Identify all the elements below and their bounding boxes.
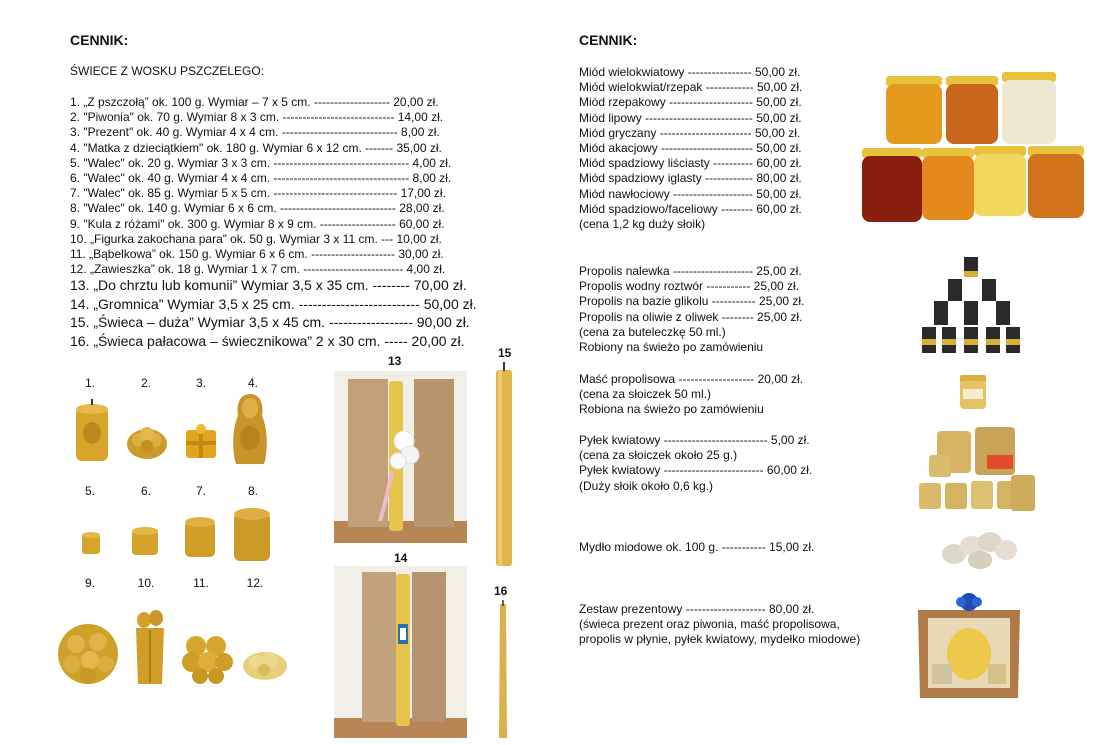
price-line: 13. „Do chrztu lub komunii” Wymiar 3,5 x 35 cm. -------- 70,00 zł.: [70, 277, 467, 293]
candle-bee-image: [72, 395, 112, 465]
price-line: Miód rzepakowy --------------------- 50,00 zł.: [579, 95, 802, 110]
gromnica-candle-photo: [334, 566, 467, 738]
photo-label-13: 13: [388, 354, 402, 368]
price-line: Maść propolisowa ------------------- 20,00 zł.: [579, 372, 803, 386]
price-line: Miód spadziowy iglasty ------------ 80,00 zł.: [579, 171, 802, 186]
price-line: Miód spadziowo/faceliowy -------- 60,00 zł.: [579, 201, 802, 216]
price-line: 6. "Walec" ok. 40 g. Wymiar 4 x 4 cm. ---------------------------------- 8,00 zł.: [70, 171, 452, 186]
candle-price-list: [70, 95, 451, 277]
price-line: Miód wielokwiat/rzepak ------------ 50,00 zł.: [579, 80, 803, 95]
photo-number: 11.: [193, 576, 209, 590]
price-line: (cena za słoiczek 50 ml.): [579, 387, 712, 402]
candle-cylinder-medium-image: [130, 525, 160, 557]
photo-label-14: 14: [394, 551, 408, 565]
palace-candle-photo: [494, 600, 512, 740]
communion-candle-photo: [334, 371, 467, 543]
price-line: 7. "Walec" ok. 85 g. Wymiar 5 x 5 cm. ------------------------------- 17,00 zł.: [70, 186, 446, 201]
pollen-jars-photo: [917, 425, 1037, 517]
candle-mother-child-image: [230, 392, 270, 466]
candle-pendant-image: [240, 642, 290, 682]
price-line: propolis w płynie, pyłek kwiatowy, mydełko miodowe): [579, 632, 861, 647]
left-title: CENNIK:: [70, 32, 129, 48]
price-line: Robiona na świeżo po zamówieniu: [579, 402, 764, 417]
price-line: 16. „Świeca pałacowa – świecznikowa” 2 x 30 cm. ----- 20,00 zł.: [70, 332, 465, 349]
price-line: Pyłek kwiatowy ------------------------- 60,00 zł.: [579, 463, 813, 478]
ointment-price-list: [579, 372, 803, 418]
honey-jars-photo: [860, 68, 1088, 230]
price-line: 9. "Kula z różami" ok. 300 g. Wymiar 8 x 9 cm. ------------------- 60,00 zł.: [70, 216, 445, 231]
photo-number: 4.: [247, 376, 258, 390]
photo-label-15: 15: [498, 346, 512, 360]
price-line: 3. "Prezent" ok. 40 g. Wymiar 4 x 4 cm. ----------------------------- 8,00 zł.: [70, 125, 440, 140]
price-line: (cena za słoiczek około 25 g.): [579, 448, 738, 463]
propolis-price-list: [579, 264, 804, 355]
honey-price-list: [579, 65, 802, 232]
pollen-price-list: [579, 433, 812, 494]
price-line: Miód spadziowy liściasty ---------- 60,00 zł.: [579, 156, 802, 171]
candle-cylinder-small-image: [80, 530, 102, 556]
price-line: Miód akacjowy ----------------------- 50,00 zł.: [579, 141, 802, 156]
photo-label-16: 16: [494, 584, 508, 598]
honey-soap-photo: [940, 528, 1020, 572]
large-candle-price-list: [70, 276, 477, 350]
gift-set-photo: [914, 590, 1024, 702]
price-line: Pyłek kwiatowy -------------------------- 5,00 zł.: [579, 433, 810, 447]
price-line: 8. "Walec" ok. 140 g. Wymiar 6 x 6 cm. ----------------------------- 28,00 zł.: [70, 201, 445, 216]
price-line: Propolis na bazie glikolu ----------- 25,00 zł.: [579, 294, 805, 309]
price-line: Miód nawłociowy -------------------- 50,00 zł.: [579, 186, 802, 201]
candle-gift-image: [182, 422, 220, 460]
candle-couple-image: [132, 608, 168, 688]
price-line: Miód lipowy --------------------------- 50,00 zł.: [579, 110, 802, 125]
photo-number: 9.: [84, 576, 95, 590]
ointment-jar-photo: [958, 371, 988, 411]
photo-number: 8.: [247, 484, 258, 498]
price-line: (cena 1,2 kg duży słoik): [579, 217, 706, 232]
price-line: Miód gryczany ----------------------- 50,00 zł.: [579, 125, 801, 140]
photo-number: 10.: [137, 576, 155, 590]
photo-number: 12.: [246, 576, 264, 590]
propolis-bottles-photo: [920, 255, 1024, 355]
price-line: (świeca prezent oraz piwonia, maść propolisowa,: [579, 617, 840, 632]
price-line: Robiony na świeżo po zamówieniu: [579, 340, 764, 355]
candle-bubble-image: [182, 632, 234, 684]
price-line: (Duży słoik około 0,6 kg.): [579, 478, 714, 493]
photo-number: 6.: [140, 484, 151, 498]
soap-price-line: Mydło miodowe ok. 100 g. ----------- 15,00 zł.: [579, 540, 815, 554]
price-line: 15. „Świeca – duża” Wymiar 3,5 x 45 cm. ------------------ 90,00 zł.: [70, 314, 470, 330]
candle-rose-ball-image: [56, 620, 120, 686]
left-subtitle: ŚWIECE Z WOSKU PSZCZELEGO:: [70, 64, 265, 78]
candle-peony-image: [125, 420, 169, 462]
photo-number: 2.: [140, 376, 151, 390]
photo-number: 7.: [195, 484, 206, 498]
price-line: Miód wielokwiatowy ---------------- 50,00 zł.: [579, 65, 801, 79]
price-line: 5. "Walec" ok. 20 g. Wymiar 3 x 3 cm. ---------------------------------- 4,00 zł.: [70, 155, 452, 170]
large-candle-photo: [490, 362, 518, 568]
price-line: 14. „Gromnica” Wymiar 3,5 x 25 cm. -------------------------- 50,00 zł.: [70, 295, 477, 312]
price-line: Propolis nalewka -------------------- 25,00 zł.: [579, 264, 802, 278]
price-line: Zestaw prezentowy -------------------- 80,00 zł.: [579, 602, 815, 616]
photo-number: 5.: [84, 484, 95, 498]
price-line: 4. "Matka z dzieciątkiem" ok. 180 g. Wymiar 6 x 12 cm. ------- 35,00 zł.: [70, 140, 442, 155]
price-line: 12. „Zawieszka” ok. 18 g. Wymiar 1 x 7 cm. ------------------------- 4,00 zł.: [70, 262, 446, 277]
price-line: (cena za buteleczkę 50 ml.): [579, 324, 726, 339]
price-line: 11. „Bąbelkowa” ok. 150 g. Wymiar 6 x 6 cm. --------------------- 30,00 zł.: [70, 247, 444, 262]
candle-cylinder-large-image: [183, 515, 217, 559]
photo-number: 3.: [195, 376, 206, 390]
price-line: 10. „Figurka zakochana para” ok. 50 g. Wymiar 3 x 11 cm. --- 10,00 zł.: [70, 231, 442, 246]
price-line: 2. "Piwonia" ok. 70 g. Wymiar 8 x 3 cm. ---------------------------- 14,00 zł.: [70, 110, 444, 125]
price-line: Propolis na oliwie z oliwek -------- 25,00 zł.: [579, 309, 803, 324]
price-line: Propolis wodny roztwór ----------- 25,00 zł.: [579, 279, 800, 294]
candle-cylinder-xlarge-image: [232, 505, 272, 563]
price-line: 1. „Z pszczołą” ok. 100 g. Wymiar – 7 x 5 cm. ------------------- 20,00 zł.: [70, 95, 439, 109]
gift-set-price-list: [579, 602, 860, 648]
right-title: CENNIK:: [579, 32, 638, 48]
photo-number: 1.: [84, 376, 95, 390]
